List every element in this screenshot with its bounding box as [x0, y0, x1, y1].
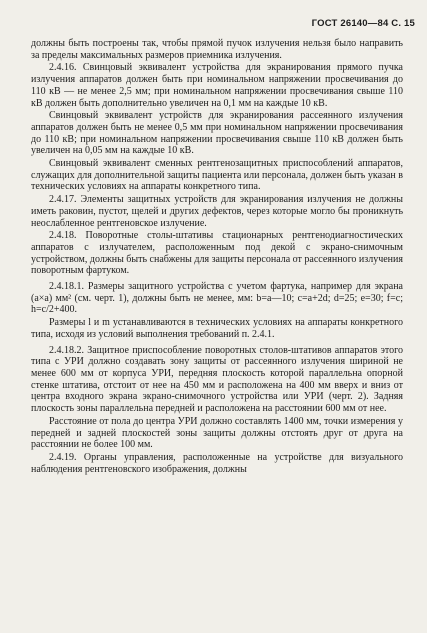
paragraph-2-4-19: 2.4.19. Органы управления, расположенные на устройстве для визуального наблюдения рентгеновского изображения, должны	[31, 451, 403, 475]
paragraph-floor-distance: Расстояние от пола до центра УРИ должно составлять 1400 мм, точки измерения у передней и задней плоскостей зоны защиты должны отстоять друг от друга на расстоянии не более 100 мм.	[31, 415, 403, 451]
page-header: ГОСТ 26140—84 С. 15	[311, 18, 415, 29]
paragraph-continuation: должны быть построены так, чтобы прямой пучок излучения нельзя было направить за пределы максимальных размеров приемника излучения.	[31, 38, 403, 61]
paragraph-2-4-16: 2.4.16. Свинцовый эквивалент устройства для экранирования прямого пучка излучения аппаратов должен быть при номинальном напряжении просвечивания до 110 кВ — не менее 2,5 мм; при номинальном напряжении просвечивания свыше 110 кВ должен быть дополнительно увеличен на 0,1 мм на каждые 10 кВ.	[31, 62, 403, 109]
paragraph-dimensions-l-m: Размеры l и m устанавливаются в технических условиях на аппараты конкретного типа, исходя из условий выполнения требований п. 2.4.1.	[31, 317, 403, 340]
paragraph-scattered-radiation: Свинцовый эквивалент устройств для экранирования рассеянного излучения аппаратов должен быть не менее 0,5 мм при номинальном напряжении просвечивания до 110 кВ; при номинальном напряжении просвечивания свыше 110 кВ должен быть увеличен на 0,05 мм на каждые 10 кВ.	[31, 110, 403, 157]
paragraph-removable-devices: Свинцовый эквивалент сменных рентгенозащитных приспособлений аппаратов, служащих для дополнительной защиты пациента или персонала, должен быть указан в технических условиях на аппараты конкретного типа.	[31, 158, 403, 193]
paragraph-2-4-17: 2.4.17. Элементы защитных устройств для экранирования излучения не должны иметь раковин, пустот, щелей и других дефектов, через которые могло бы проникнуть неослабленное рентгеновское излучение.	[31, 194, 403, 229]
paragraph-2-4-18: 2.4.18. Поворотные столы-штативы стационарных рентгенодиагностических аппаратов с излучателем, расположенным под декой с экрано-снимочным устройством, должны быть снабжены для защиты персонала от рассеянного излучения поворотным фартуком.	[31, 230, 403, 277]
document-body	[31, 38, 403, 476]
paragraph-2-4-18-2: 2.4.18.2. Защитное приспособление поворотных столов-штативов аппаратов этого типа с УРИ должно создавать зону защиты от рассеянного излучения шириной не менее 600 мм от корпуса УРИ, передняя плоскость которой параллельна опорной стенке штатива, отстоит от нее на 450 мм и расположена на 400 мм вверх и вниз от центра входного экрана экрано-снимочного устройства или УРИ (черт. 2). Задняя плоскость зоны параллельна передней и расположена на расстоянии 600 мм от нее.	[31, 344, 403, 415]
paragraph-2-4-18-1: 2.4.18.1. Размеры защитного устройства с учетом фартука, например для экрана (a×a) мм² (см. черт. 1), должны быть не менее, мм: b=a—10; c=a+2d; d=25; e=30; f=c; h=c/2+400.	[31, 281, 403, 316]
